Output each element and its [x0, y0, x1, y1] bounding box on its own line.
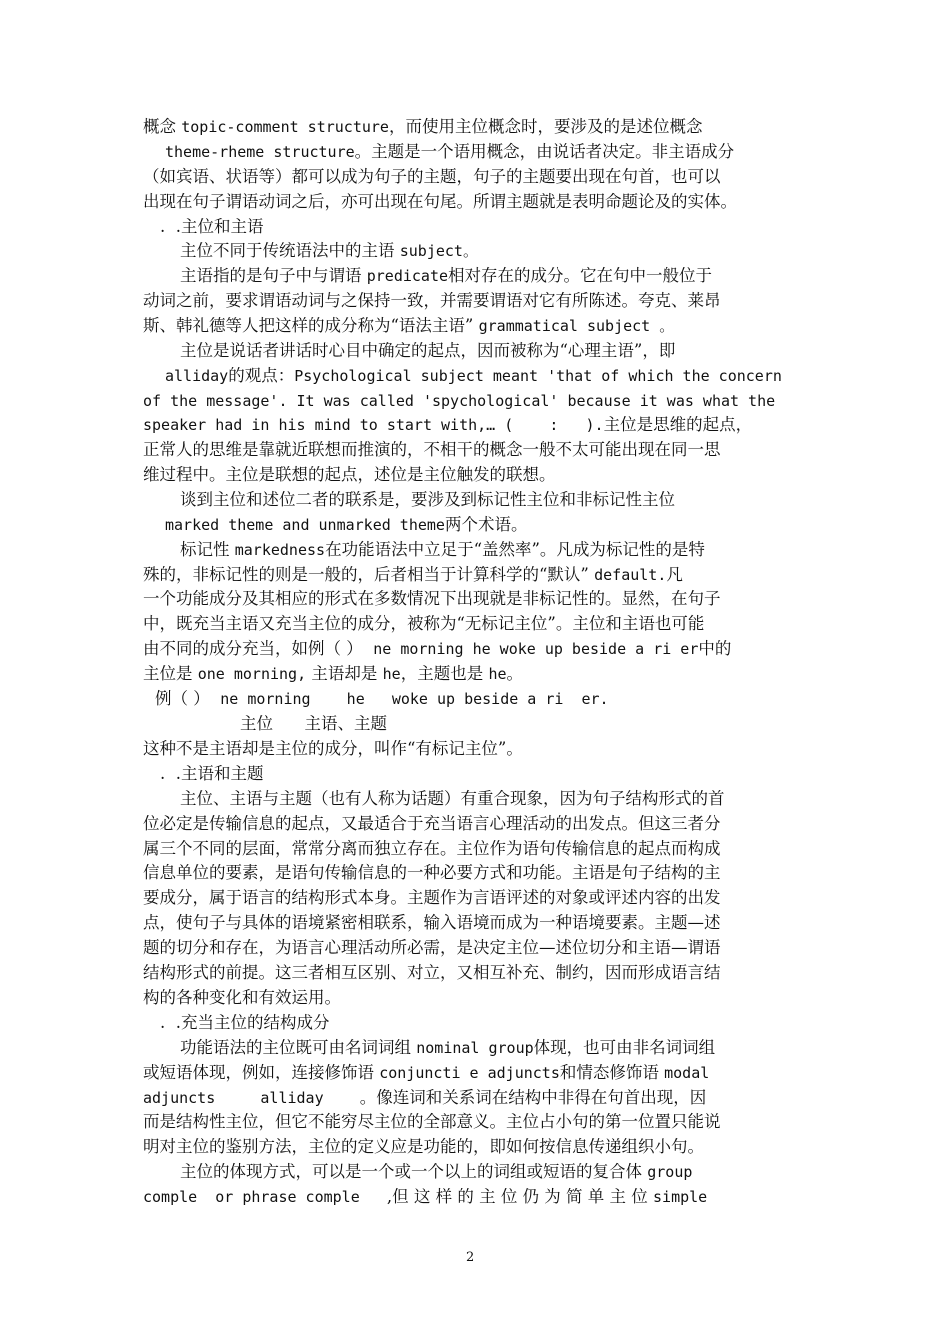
- text-line: [143, 811, 721, 836]
- text-segment: 。主题是一个语用概念，由说话者决定。非主语成分: [354, 142, 735, 161]
- text-segment: Psychological subject meant 'that of which the concern: [294, 367, 782, 385]
- text-segment: 正常人的思维是靠就近联想而推演的，不相干的概念一般不太可能出现在同一思: [143, 440, 721, 459]
- text-segment: theme-rheme structure: [165, 143, 355, 161]
- text-segment: alliday: [165, 367, 229, 385]
- text-segment: grammatical subject 。: [478, 317, 675, 335]
- text-segment: 凡: [666, 565, 683, 584]
- text-line: [143, 736, 523, 761]
- text-line: [143, 114, 702, 139]
- text-line: [143, 1134, 704, 1159]
- text-segment: 构的各种变化和有效运用。: [143, 988, 341, 1007]
- text-segment: 主位不同于传统语法中的主语: [180, 241, 400, 260]
- text-segment: 概念: [143, 117, 182, 136]
- text-segment: of the message'. It was called 'spychological' because it was what the: [143, 392, 776, 410]
- text-segment: default.: [594, 566, 667, 584]
- text-segment: 主语却是: [306, 664, 383, 683]
- text-segment: ne morning he woke up beside a ri er: [373, 640, 699, 658]
- text-segment: . .充当主位的结构成分: [160, 1013, 330, 1032]
- page-number: 2: [466, 1250, 475, 1265]
- text-segment: 在功能语法中立足于“盖然率”。凡成为标记性的是特: [325, 540, 705, 559]
- text-segment: he: [488, 665, 507, 683]
- text-segment: 而是结构性主位，但它不能穷尽主位的全部意义。主位占小句的第一位置只能说: [143, 1112, 721, 1131]
- text-segment: 中，既充当主语又充当主位的成分，被称为“无标记主位”。主位和主语也可能: [143, 614, 705, 633]
- text-segment: 。像连词和关系词在结构中非得在句首出现，因: [359, 1088, 707, 1107]
- text-line: [160, 1010, 329, 1035]
- text-segment: one morning,: [197, 665, 307, 683]
- text-line: [143, 412, 752, 437]
- text-line: [143, 1109, 721, 1134]
- text-line: [165, 512, 527, 537]
- text-segment: 相对存在的成分。它在句中一般位于: [448, 266, 713, 285]
- text-segment: 主位的体现方式，可以是一个或一个以上的词组或短语的复合体: [180, 1162, 648, 1181]
- text-line: [180, 238, 478, 263]
- text-line: [143, 985, 341, 1010]
- text-segment: 的观点：: [228, 366, 295, 385]
- text-segment: modal: [664, 1064, 710, 1082]
- text-line: [180, 537, 705, 562]
- text-line: [143, 288, 721, 313]
- text-segment: 一个功能成分及其相应的形式在多数情况下出现就是非标记性的。显然，在句子: [143, 589, 721, 608]
- text-line: [143, 1060, 709, 1085]
- text-line: [155, 686, 609, 711]
- text-line: [165, 139, 734, 164]
- text-segment: 维过程中。主位是联想的起点，述位是主位触发的联想。: [143, 465, 556, 484]
- text-segment: predicate: [366, 267, 449, 285]
- text-line: [143, 313, 674, 338]
- text-line: [143, 836, 721, 861]
- text-segment: 主位 主语、主题: [240, 714, 387, 733]
- text-line: [180, 1159, 692, 1184]
- text-segment: marked theme and unmarked theme: [165, 516, 445, 534]
- text-segment: markedness: [234, 541, 326, 559]
- text-segment: 位必定是传输信息的起点，又最适合于充当语言心理活动的出发点。但这三者分: [143, 814, 721, 833]
- text-segment: 主语指的是句子中与谓语: [180, 266, 367, 285]
- text-line: [180, 487, 675, 512]
- text-line: [180, 786, 725, 811]
- text-segment: . .主语和主题: [160, 764, 264, 783]
- text-segment: topic-comment structure: [181, 118, 389, 136]
- text-segment: ne morning he woke up beside a ri er.: [220, 690, 609, 708]
- text-segment: 主位是说话者讲话时心目中确定的起点，因而被称为“心理主语”，即: [180, 341, 676, 360]
- text-segment: 斯、韩礼德等人把这样的成分称为“语法主语”: [143, 316, 479, 335]
- text-segment: 标记性: [180, 540, 235, 559]
- text-line: [143, 388, 775, 413]
- text-line: [143, 164, 721, 189]
- text-segment: nominal group: [416, 1039, 534, 1057]
- text-segment: 或短语体现，例如，连接修饰语: [143, 1063, 380, 1082]
- text-line: [143, 636, 731, 661]
- text-segment: he: [382, 665, 401, 683]
- text-segment: 主位是: [143, 664, 198, 683]
- text-segment: 功能语法的主位既可由名词词组: [180, 1038, 417, 1057]
- text-segment: 明对主位的鉴别方法，主位的定义应是功能的，即如何按信息传递组织小句。: [143, 1137, 704, 1156]
- text-segment: 出现在句子谓语动词之后，亦可出现在句尾。所谓主题就是表明命题论及的实体。: [143, 192, 737, 211]
- text-segment: 题的切分和存在，为语言心理活动所必需，是决定主位—述位切分和主语—谓语: [143, 938, 721, 957]
- text-segment: 动词之前，要求谓语动词与之保持一致，并需要谓语对它有所陈述。夸克、莱昂: [143, 291, 721, 310]
- text-segment: 这种不是主语却是主位的成分，叫作“有标记主位”。: [143, 739, 523, 758]
- text-segment: 。: [506, 664, 523, 683]
- text-segment: 结构形式的前提。这三者相互区别、对立，又相互补充、制约，因而形成语言结: [143, 963, 721, 982]
- text-segment: 属三个不同的层面，常常分离而独立存在。主位作为语句传输信息的起点而构成: [143, 839, 721, 858]
- text-line: [143, 189, 737, 214]
- text-segment: comple or phrase comple: [143, 1188, 387, 1206]
- text-segment: 例（ ）: [155, 689, 221, 708]
- text-line: [143, 611, 704, 636]
- text-line: [143, 1184, 707, 1209]
- text-segment: adjuncts alliday: [143, 1089, 360, 1107]
- text-segment: 主位、主语与主题（也有人称为话题）有重合现象，因为句子结构形式的首: [180, 789, 725, 808]
- text-segment: 中的: [698, 639, 732, 658]
- text-segment: conjuncti e adjuncts: [379, 1064, 560, 1082]
- text-segment: 由不同的成分充当，如例（ ）: [143, 639, 374, 658]
- text-segment: 体现，也可由非名词词组: [533, 1038, 716, 1057]
- text-segment: ，而使用主位概念时，要涉及的是述位概念: [388, 117, 703, 136]
- text-line: [143, 462, 556, 487]
- text-segment: . .主位和主语: [160, 217, 264, 236]
- text-line: [143, 586, 721, 611]
- text-line: [143, 885, 721, 910]
- text-line: [180, 338, 675, 363]
- text-segment: ,但 这 样 的 主 位 仍 为 简 单 主 位: [386, 1187, 654, 1206]
- text-segment: （如宾语、状语等）都可以成为句子的主题，句子的主题要出现在句首，也可以: [143, 167, 721, 186]
- text-segment: 两个术语。: [444, 515, 528, 534]
- text-segment: speaker had in his mind to start with,… ( : ).: [143, 416, 604, 434]
- text-segment: subject。: [399, 242, 478, 260]
- text-segment: 要成分，属于语言的结构形式本身。主题作为言语评述的对象或评述内容的出发: [143, 888, 721, 907]
- text-line: [143, 437, 721, 462]
- text-segment: 和情态修饰语: [559, 1063, 665, 1082]
- text-segment: 主位是思维的起点，: [603, 415, 753, 434]
- text-line: [160, 214, 263, 239]
- text-segment: ，主题也是: [400, 664, 489, 683]
- text-line: [143, 910, 721, 935]
- text-segment: group: [647, 1163, 693, 1181]
- text-line: [160, 761, 263, 786]
- text-line: [143, 661, 523, 686]
- text-segment: 谈到主位和述位二者的联系是，要涉及到标记性主位和非标记性主位: [180, 490, 675, 509]
- text-line: [143, 960, 721, 985]
- text-line: [143, 935, 721, 960]
- text-segment: 点，使句子与具体的语境紧密相联系，输入语境而成为一种语境要素。主题—述: [143, 913, 721, 932]
- text-segment: simple: [653, 1188, 708, 1206]
- text-segment: 信息单位的要素，是语句传输信息的一种必要方式和功能。主语是句子结构的主: [143, 863, 721, 882]
- text-line: [143, 860, 721, 885]
- text-line: [180, 263, 712, 288]
- text-line: [165, 363, 782, 388]
- text-line: [143, 562, 683, 587]
- text-line: [240, 711, 387, 736]
- text-line: [143, 1085, 706, 1110]
- text-segment: 殊的，非标记性的则是一般的，后者相当于计算科学的“默认”: [143, 565, 595, 584]
- text-line: [180, 1035, 715, 1060]
